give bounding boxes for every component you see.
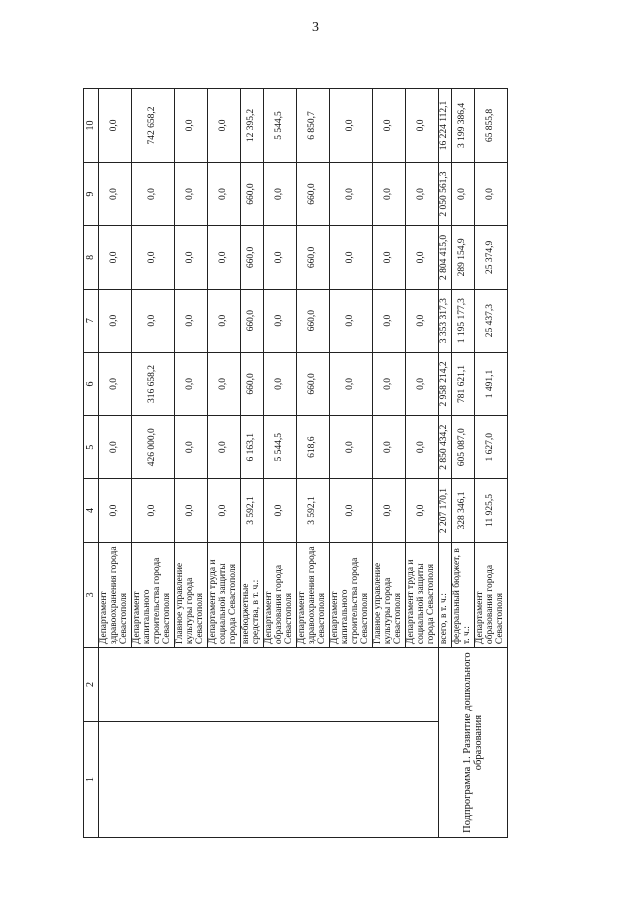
- header-cell: 10: [84, 89, 99, 163]
- value-cell: 618,6: [296, 416, 329, 479]
- value-cell: 65 855,8: [474, 89, 507, 163]
- header-cell: 9: [84, 162, 99, 225]
- value-cell: 0,0: [263, 162, 296, 225]
- value-cell: 2 958 214,2: [438, 352, 451, 415]
- value-cell: 0,0: [329, 226, 372, 289]
- value-cell: 328 346,1: [451, 479, 474, 542]
- value-cell: 0,0: [174, 416, 207, 479]
- table-row: [99, 89, 132, 838]
- value-cell: 426 000,0: [131, 416, 174, 479]
- header-cell: 3: [84, 542, 99, 647]
- budget-table-rotated: [83, 88, 508, 838]
- subprogram-title: Подпрограмма 1. Развитие дошкольного образования: [438, 648, 507, 838]
- org-cell: внебюджетные средства, в т. ч.:: [240, 542, 263, 647]
- value-cell: 2 050 561,3: [438, 162, 451, 225]
- value-cell: 3 199 386,4: [451, 89, 474, 163]
- header-cell: 5: [84, 416, 99, 479]
- table-row: [438, 89, 451, 838]
- value-cell: 0,0: [207, 89, 240, 163]
- value-cell: 0,0: [329, 162, 372, 225]
- value-cell: 25 374,9: [474, 226, 507, 289]
- value-cell: 0,0: [372, 226, 405, 289]
- value-cell: 0,0: [329, 416, 372, 479]
- value-cell: 0,0: [174, 162, 207, 225]
- header-cell: 1: [84, 721, 99, 837]
- value-cell: 0,0: [99, 89, 132, 163]
- value-cell: 0,0: [405, 226, 438, 289]
- org-cell: Главное управление культуры города Севастополя: [372, 542, 405, 647]
- value-cell: 3 592,1: [296, 479, 329, 542]
- header-cell: 4: [84, 479, 99, 542]
- value-cell: 0,0: [263, 479, 296, 542]
- header-cell: 8: [84, 226, 99, 289]
- org-cell: Главное управление культуры города Севастополя: [174, 542, 207, 647]
- value-cell: 660,0: [240, 226, 263, 289]
- value-cell: 0,0: [131, 289, 174, 352]
- value-cell: 12 395,2: [240, 89, 263, 163]
- header-cell: 7: [84, 289, 99, 352]
- value-cell: 0,0: [174, 352, 207, 415]
- value-cell: 660,0: [240, 352, 263, 415]
- header-cell: 2: [84, 648, 99, 722]
- value-cell: 5 544,5: [263, 416, 296, 479]
- value-cell: 0,0: [99, 479, 132, 542]
- page-number: 3: [312, 20, 319, 35]
- value-cell: 1 627,0: [474, 416, 507, 479]
- value-cell: 660,0: [240, 289, 263, 352]
- value-cell: 0,0: [131, 479, 174, 542]
- value-cell: 0,0: [405, 289, 438, 352]
- value-cell: 781 621,1: [451, 352, 474, 415]
- value-cell: 316 658,2: [131, 352, 174, 415]
- value-cell: 0,0: [329, 289, 372, 352]
- org-cell: всего, в т. ч.:: [438, 542, 451, 647]
- value-cell: 0,0: [174, 289, 207, 352]
- value-cell: 605 087,0: [451, 416, 474, 479]
- value-cell: 0,0: [263, 352, 296, 415]
- header-cell: 6: [84, 352, 99, 415]
- value-cell: 16 224 112,1: [438, 89, 451, 163]
- value-cell: 5 544,5: [263, 89, 296, 163]
- value-cell: 2 207 170,1: [438, 479, 451, 542]
- value-cell: 0,0: [99, 289, 132, 352]
- value-cell: 289 154,9: [451, 226, 474, 289]
- header-row: [84, 89, 99, 838]
- value-cell: 0,0: [174, 89, 207, 163]
- value-cell: 0,0: [405, 416, 438, 479]
- org-cell: Департамент труда и социальной защиты города Севастополя: [207, 542, 240, 647]
- value-cell: 742 658,2: [131, 89, 174, 163]
- value-cell: 0,0: [372, 89, 405, 163]
- value-cell: 0,0: [372, 352, 405, 415]
- org-cell: Департамент капитального строительства города Севастополя: [329, 542, 372, 647]
- merged-cell-empty: [99, 721, 439, 837]
- budget-table: [83, 88, 508, 838]
- org-cell: Департамент здравоохранения города Севастополя: [99, 542, 132, 647]
- value-cell: 660,0: [240, 162, 263, 225]
- value-cell: 6 163,1: [240, 416, 263, 479]
- value-cell: 660,0: [296, 352, 329, 415]
- value-cell: 0,0: [207, 416, 240, 479]
- value-cell: 0,0: [131, 162, 174, 225]
- value-cell: 0,0: [451, 162, 474, 225]
- value-cell: 0,0: [99, 352, 132, 415]
- value-cell: 25 437,3: [474, 289, 507, 352]
- value-cell: 0,0: [174, 226, 207, 289]
- org-cell: Департамент капитального строительства города Севастополя: [131, 542, 174, 647]
- org-cell: федеральный бюджет, в т. ч.:: [451, 542, 474, 647]
- value-cell: 1 491,1: [474, 352, 507, 415]
- value-cell: 0,0: [207, 479, 240, 542]
- value-cell: 3 353 317,3: [438, 289, 451, 352]
- value-cell: 0,0: [329, 89, 372, 163]
- value-cell: 660,0: [296, 162, 329, 225]
- value-cell: 0,0: [263, 289, 296, 352]
- value-cell: 0,0: [474, 162, 507, 225]
- value-cell: 0,0: [405, 162, 438, 225]
- value-cell: 660,0: [296, 289, 329, 352]
- value-cell: 0,0: [329, 352, 372, 415]
- value-cell: 0,0: [405, 352, 438, 415]
- value-cell: 0,0: [372, 162, 405, 225]
- value-cell: 1 195 177,3: [451, 289, 474, 352]
- org-cell: Департамент здравоохранения города Севастополя: [296, 542, 329, 647]
- value-cell: 660,0: [296, 226, 329, 289]
- value-cell: 0,0: [207, 352, 240, 415]
- value-cell: 0,0: [99, 226, 132, 289]
- value-cell: 0,0: [207, 289, 240, 352]
- value-cell: 0,0: [405, 89, 438, 163]
- value-cell: 11 925,5: [474, 479, 507, 542]
- value-cell: 0,0: [207, 162, 240, 225]
- value-cell: 0,0: [405, 479, 438, 542]
- value-cell: 0,0: [207, 226, 240, 289]
- value-cell: 0,0: [372, 416, 405, 479]
- merged-cell-empty: [99, 648, 439, 722]
- value-cell: 0,0: [329, 479, 372, 542]
- value-cell: 0,0: [263, 226, 296, 289]
- value-cell: 0,0: [372, 479, 405, 542]
- value-cell: 0,0: [99, 162, 132, 225]
- value-cell: 0,0: [131, 226, 174, 289]
- value-cell: 0,0: [372, 289, 405, 352]
- value-cell: 6 850,7: [296, 89, 329, 163]
- org-cell: Департамент труда и социальной защиты города Севастополя: [405, 542, 438, 647]
- value-cell: 2 850 434,2: [438, 416, 451, 479]
- org-cell: Департамент образования города Севастополя: [263, 542, 296, 647]
- value-cell: 0,0: [174, 479, 207, 542]
- value-cell: 0,0: [99, 416, 132, 479]
- value-cell: 3 592,1: [240, 479, 263, 542]
- value-cell: 2 804 415,0: [438, 226, 451, 289]
- org-cell: Департамент образования города Севастополя: [474, 542, 507, 647]
